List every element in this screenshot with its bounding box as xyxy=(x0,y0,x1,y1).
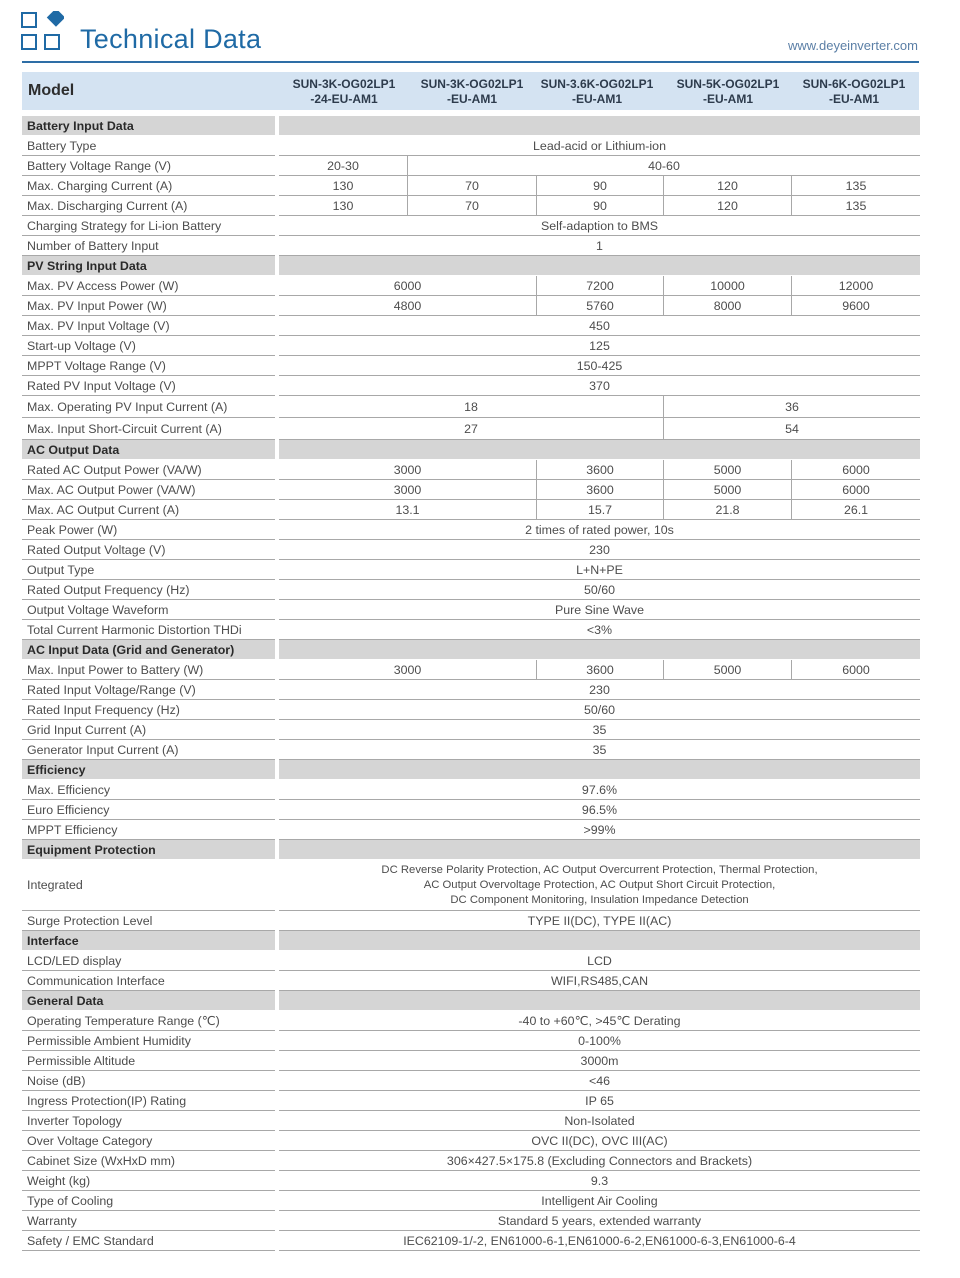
spec-label: Rated Input Frequency (Hz) xyxy=(22,700,275,720)
section-header-row xyxy=(22,440,920,460)
spec-value: 50/60 xyxy=(279,580,920,600)
spec-value: 40-60 xyxy=(407,156,920,176)
spec-value: 96.5% xyxy=(279,800,920,820)
spec-row xyxy=(22,480,920,500)
model-name-line1: SUN-6K-OG02LP1 xyxy=(802,77,906,91)
spec-value: 35 xyxy=(279,720,920,740)
spec-label: Output Type xyxy=(22,560,275,580)
spec-row xyxy=(22,1211,920,1231)
spec-value: 26.1 xyxy=(791,500,920,520)
spec-row xyxy=(22,560,920,580)
spec-label: Generator Input Current (A) xyxy=(22,740,275,760)
spec-label: Output Voltage Waveform xyxy=(22,600,275,620)
section-header-row xyxy=(22,991,920,1011)
spec-value: 54 xyxy=(663,418,920,440)
spec-value: 15.7 xyxy=(536,500,663,520)
section-header-fill xyxy=(279,991,920,1011)
model-name-line2: -EU-AM1 xyxy=(447,92,497,106)
spec-label: Cabinet Size (WxHxD mm) xyxy=(22,1151,275,1171)
spec-label: Weight (kg) xyxy=(22,1171,275,1191)
spec-value: 36 xyxy=(663,396,920,418)
model-column-2 xyxy=(408,77,536,107)
spec-value: 70 xyxy=(407,196,536,216)
section-header-row xyxy=(22,640,920,660)
model-name-line1: SUN-3K-OG02LP1 xyxy=(292,77,396,91)
spec-label: Battery Voltage Range (V) xyxy=(22,156,275,176)
spec-label: Max. Input Power to Battery (W) xyxy=(22,660,275,680)
spec-value: 230 xyxy=(279,540,920,560)
spec-value: -40 to +60℃, >45℃ Derating xyxy=(279,1011,920,1031)
spec-row xyxy=(22,700,920,720)
spec-value: 12000 xyxy=(791,276,920,296)
spec-value: Intelligent Air Cooling xyxy=(279,1191,920,1211)
spec-row xyxy=(22,176,920,196)
spec-value: 20-30 xyxy=(279,156,407,176)
section-header-row xyxy=(22,760,920,780)
model-column-5 xyxy=(790,77,918,107)
spec-row xyxy=(22,276,920,296)
spec-value: <46 xyxy=(279,1071,920,1091)
section-header-fill xyxy=(279,256,920,276)
spec-value: <3% xyxy=(279,620,920,640)
section-title: AC Output Data xyxy=(22,440,275,460)
spec-label: Max. PV Input Voltage (V) xyxy=(22,316,275,336)
section-header-fill xyxy=(279,116,920,136)
spec-value: 3000 xyxy=(279,480,536,500)
section-header-row xyxy=(22,840,920,860)
spec-row xyxy=(22,136,920,156)
spec-label: Integrated xyxy=(22,860,275,911)
spec-value: 27 xyxy=(279,418,663,440)
spec-value: 3000 xyxy=(279,460,536,480)
spec-label: Over Voltage Category xyxy=(22,1131,275,1151)
spec-value: 135 xyxy=(791,196,920,216)
spec-row xyxy=(22,660,920,680)
spec-value: 0-100% xyxy=(279,1031,920,1051)
spec-value: 6000 xyxy=(279,276,536,296)
spec-label: Inverter Topology xyxy=(22,1111,275,1131)
spec-label: Rated Output Voltage (V) xyxy=(22,540,275,560)
spec-row xyxy=(22,780,920,800)
spec-label: Rated Output Frequency (Hz) xyxy=(22,580,275,600)
spec-value: OVC II(DC), OVC III(AC) xyxy=(279,1131,920,1151)
section-title: PV String Input Data xyxy=(22,256,275,276)
spec-value: 306×427.5×175.8 (Excluding Connectors and Brackets) xyxy=(279,1151,920,1171)
spec-label: Number of Battery Input xyxy=(22,236,275,256)
spec-label: Warranty xyxy=(22,1211,275,1231)
spec-value: 3600 xyxy=(536,460,663,480)
spec-label: Type of Cooling xyxy=(22,1191,275,1211)
spec-row xyxy=(22,1231,920,1251)
spec-label: Max. PV Access Power (W) xyxy=(22,276,275,296)
spec-value: L+N+PE xyxy=(279,560,920,580)
spec-row xyxy=(22,820,920,840)
spec-row xyxy=(22,1171,920,1191)
model-label: Model xyxy=(28,82,75,99)
spec-label: Peak Power (W) xyxy=(22,520,275,540)
spec-row xyxy=(22,620,920,640)
model-column-4 xyxy=(667,77,789,107)
spec-value: Standard 5 years, extended warranty xyxy=(279,1211,920,1231)
spec-value: 120 xyxy=(663,196,791,216)
header-divider xyxy=(22,61,919,63)
spec-row xyxy=(22,680,920,700)
spec-row xyxy=(22,1091,920,1111)
spec-row xyxy=(22,1111,920,1131)
spec-row xyxy=(22,1131,920,1151)
spec-label: Max. Efficiency xyxy=(22,780,275,800)
spec-label: Battery Type xyxy=(22,136,275,156)
spec-row xyxy=(22,376,920,396)
spec-label: Operating Temperature Range (℃) xyxy=(22,1011,275,1031)
spec-row xyxy=(22,1051,920,1071)
spec-row xyxy=(22,1071,920,1091)
spec-row xyxy=(22,316,920,336)
spec-table xyxy=(22,116,920,1251)
spec-value-line: DC Reverse Polarity Protection, AC Output Overcurrent Protection, Thermal Protection, xyxy=(381,863,818,876)
spec-label: Total Current Harmonic Distortion THDi xyxy=(22,620,275,640)
section-header-row xyxy=(22,256,920,276)
website-link[interactable]: www.deyeinverter.com xyxy=(787,38,918,53)
spec-label: Charging Strategy for Li-ion Battery xyxy=(22,216,275,236)
model-name-line2: -EU-AM1 xyxy=(572,92,622,106)
spec-label: Max. AC Output Current (A) xyxy=(22,500,275,520)
section-header-fill xyxy=(279,931,920,951)
spec-value: 70 xyxy=(407,176,536,196)
model-header-bar xyxy=(22,72,919,110)
spec-value: 13.1 xyxy=(279,500,536,520)
spec-row xyxy=(22,356,920,376)
spec-label: Euro Efficiency xyxy=(22,800,275,820)
spec-value: 6000 xyxy=(791,480,920,500)
spec-label: MPPT Efficiency xyxy=(22,820,275,840)
spec-row xyxy=(22,1191,920,1211)
spec-value: 3600 xyxy=(536,660,663,680)
spec-value: 5000 xyxy=(663,480,791,500)
spec-row xyxy=(22,1011,920,1031)
section-title: Battery Input Data xyxy=(22,116,275,136)
spec-label: Max. Discharging Current (A) xyxy=(22,196,275,216)
spec-label: Max. Input Short-Circuit Current (A) xyxy=(22,418,275,440)
spec-value: 3600 xyxy=(536,480,663,500)
model-name-line1: SUN-3.6K-OG02LP1 xyxy=(540,77,654,91)
spec-value: 7200 xyxy=(536,276,663,296)
spec-value: Self-adaption to BMS xyxy=(279,216,920,236)
spec-value: IEC62109-1/-2, EN61000-6-1,EN61000-6-2,EN61000-6-3,EN61000-6-4 xyxy=(279,1231,920,1251)
section-header-row xyxy=(22,931,920,951)
spec-value: 50/60 xyxy=(279,700,920,720)
spec-value: Lead-acid or Lithium-ion xyxy=(279,136,920,156)
spec-value: 5000 xyxy=(663,460,791,480)
model-name-line2: -EU-AM1 xyxy=(703,92,753,106)
spec-label: Permissible Altitude xyxy=(22,1051,275,1071)
spec-value: 370 xyxy=(279,376,920,396)
spec-value: 8000 xyxy=(663,296,791,316)
spec-value: 97.6% xyxy=(279,780,920,800)
spec-value: >99% xyxy=(279,820,920,840)
spec-row xyxy=(22,800,920,820)
spec-row xyxy=(22,196,920,216)
spec-value xyxy=(279,860,920,911)
spec-value: 5760 xyxy=(536,296,663,316)
spec-value: 2 times of rated power, 10s xyxy=(279,520,920,540)
spec-value: 125 xyxy=(279,336,920,356)
spec-value: 4800 xyxy=(279,296,536,316)
spec-row xyxy=(22,1151,920,1171)
spec-value: 3000 xyxy=(279,660,536,680)
spec-value-line: AC Output Overvoltage Protection, AC Output Short Circuit Protection, xyxy=(423,878,776,891)
spec-value: 18 xyxy=(279,396,663,418)
spec-row xyxy=(22,418,920,440)
spec-row xyxy=(22,396,920,418)
spec-row xyxy=(22,540,920,560)
spec-row xyxy=(22,236,920,256)
spec-label: Permissible Ambient Humidity xyxy=(22,1031,275,1051)
spec-value: 9.3 xyxy=(279,1171,920,1191)
spec-label: Safety / EMC Standard xyxy=(22,1231,275,1251)
spec-row xyxy=(22,580,920,600)
spec-value: 130 xyxy=(279,176,407,196)
model-name-line1: SUN-5K-OG02LP1 xyxy=(676,77,780,91)
spec-value: 9600 xyxy=(791,296,920,316)
spec-value: 90 xyxy=(536,176,663,196)
spec-value: 6000 xyxy=(791,460,920,480)
spec-row xyxy=(22,600,920,620)
spec-row xyxy=(22,296,920,316)
spec-label: Surge Protection Level xyxy=(22,911,275,931)
spec-value: Pure Sine Wave xyxy=(279,600,920,620)
section-header-row xyxy=(22,116,920,136)
spec-label: Max. Charging Current (A) xyxy=(22,176,275,196)
spec-row xyxy=(22,860,920,911)
section-title: Interface xyxy=(22,931,275,951)
spec-label: LCD/LED display xyxy=(22,951,275,971)
spec-label: Max. Operating PV Input Current (A) xyxy=(22,396,275,418)
spec-row xyxy=(22,520,920,540)
spec-row xyxy=(22,951,920,971)
spec-label: Max. AC Output Power (VA/W) xyxy=(22,480,275,500)
spec-row xyxy=(22,460,920,480)
spec-value: LCD xyxy=(279,951,920,971)
model-name-line2: -EU-AM1 xyxy=(829,92,879,106)
spec-label: Grid Input Current (A) xyxy=(22,720,275,740)
spec-value: 35 xyxy=(279,740,920,760)
spec-label: Start-up Voltage (V) xyxy=(22,336,275,356)
spec-value: 230 xyxy=(279,680,920,700)
section-header-fill xyxy=(279,440,920,460)
spec-value: 120 xyxy=(663,176,791,196)
section-header-fill xyxy=(279,760,920,780)
page-header xyxy=(0,0,960,66)
spec-value: WIFI,RS485,CAN xyxy=(279,971,920,991)
section-header-fill xyxy=(279,840,920,860)
section-title: AC Input Data (Grid and Generator) xyxy=(22,640,275,660)
spec-row xyxy=(22,336,920,356)
spec-value: 130 xyxy=(279,196,407,216)
spec-row xyxy=(22,156,920,176)
spec-label: Max. PV Input Power (W) xyxy=(22,296,275,316)
spec-label: Noise (dB) xyxy=(22,1071,275,1091)
spec-value: 3000m xyxy=(279,1051,920,1071)
spec-value: 1 xyxy=(279,236,920,256)
section-title: Equipment Protection xyxy=(22,840,275,860)
spec-row xyxy=(22,1031,920,1051)
spec-label: Rated Input Voltage/Range (V) xyxy=(22,680,275,700)
spec-value: 90 xyxy=(536,196,663,216)
spec-label: Rated PV Input Voltage (V) xyxy=(22,376,275,396)
spec-value: 450 xyxy=(279,316,920,336)
page-title: Technical Data xyxy=(80,24,262,54)
spec-row xyxy=(22,216,920,236)
section-title: Efficiency xyxy=(22,760,275,780)
section-title: General Data xyxy=(22,991,275,1011)
spec-value: 5000 xyxy=(663,660,791,680)
spec-row xyxy=(22,971,920,991)
model-name-line1: SUN-3K-OG02LP1 xyxy=(420,77,524,91)
spec-value: 150-425 xyxy=(279,356,920,376)
spec-value: 21.8 xyxy=(663,500,791,520)
spec-value: IP 65 xyxy=(279,1091,920,1111)
spec-row xyxy=(22,500,920,520)
spec-value-line: DC Component Monitoring, Insulation Impedance Detection xyxy=(450,893,749,906)
spec-row xyxy=(22,740,920,760)
spec-label: Rated AC Output Power (VA/W) xyxy=(22,460,275,480)
spec-row xyxy=(22,911,920,931)
squares-diamond-logo-icon xyxy=(20,11,64,53)
model-column-1 xyxy=(280,77,408,107)
spec-row xyxy=(22,720,920,740)
spec-value: TYPE II(DC), TYPE II(AC) xyxy=(279,911,920,931)
spec-label: MPPT Voltage Range (V) xyxy=(22,356,275,376)
spec-value: 135 xyxy=(791,176,920,196)
spec-value: 6000 xyxy=(791,660,920,680)
model-column-3 xyxy=(536,77,658,107)
spec-label: Ingress Protection(IP) Rating xyxy=(22,1091,275,1111)
section-header-fill xyxy=(279,640,920,660)
spec-label: Communication Interface xyxy=(22,971,275,991)
spec-value: Non-Isolated xyxy=(279,1111,920,1131)
model-name-line2: -24-EU-AM1 xyxy=(310,92,378,106)
spec-value: 10000 xyxy=(663,276,791,296)
